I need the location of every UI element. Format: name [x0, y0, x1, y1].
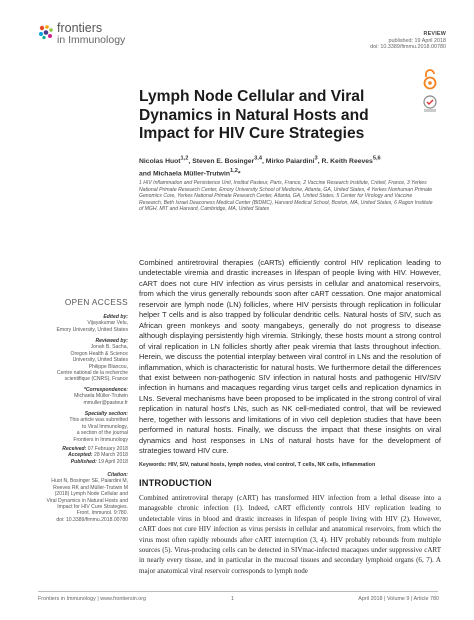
check-for-updates-icon[interactable]: [422, 95, 438, 113]
correspondence-block: [38, 387, 128, 406]
specialty-line: Frontiers in Immunology: [73, 436, 128, 443]
author: Nicolas Huot$^{1,2}$, Steven E. Bosinger$^{3,4}$, Mirko Paiardini$^3$, R. Keith Reeves$^{5,6}$: [139, 156, 381, 166]
published-label: Published:: [70, 458, 97, 465]
open-access-label: OPEN ACCESS: [64, 298, 128, 307]
journal-name: in Immunology: [57, 34, 126, 46]
published-date: published: 19 April 2018: [388, 37, 446, 44]
intro-paragraph: Combined antiretroviral therapy (cART) has transformed HIV infection from a lethal disease into a manageable chronic infection (1). Indeed, cART efficiently controls HIV replication leading to undetectable virus in blood and drastic increases in lifespan of people living with HIV (2). However, cART does not cure HIV infection as virus persists in cellular and anatomical reservoirs, from which the virus most often rapidly rebounds after cART interruption (3, 4). HIV probably rebounds from multiple sources (5). Virus-producing cells can be detected in SIVmac-infected macaques under suppressive cART in nearly every tissue, and in particular in the mucosal tissues and secondary lymphoid organs (6, 7). A major anatomical viral reservoir corresponds to lymph node: [139, 494, 441, 575]
specialty-block: [38, 411, 128, 443]
editor-name: Vijayakumar Velu,: [87, 320, 128, 327]
keywords: [139, 462, 441, 469]
frontiers-logo-icon: [38, 24, 54, 40]
citation-doi[interactable]: doi: 10.3389/fimmu.2018.00780: [56, 516, 128, 523]
reviewer-line: Jonah B. Sacha,: [90, 344, 128, 351]
edited-by-label: Edited by:: [103, 314, 128, 320]
citation-label: Citation:: [107, 472, 128, 478]
brand-name: frontiers: [57, 21, 103, 35]
edited-by-block: [38, 314, 128, 333]
author-list: [139, 155, 439, 179]
specialty-label: Specialty section:: [84, 411, 128, 417]
correspondent-name: Michaela Müller-Trutwin: [74, 393, 128, 400]
specialty-line: a section of the journal: [76, 430, 128, 437]
specialty-line: This article was submitted: [69, 417, 128, 424]
citation-block: [38, 472, 128, 523]
authors-line-2[interactable]: and Michaela Müller-Trutwin$^{1,2}$*: [139, 167, 241, 178]
editor-affiliation: Emory University, United States: [56, 326, 128, 333]
section-heading: INTRODUCTION: [139, 478, 212, 488]
reviewed-by-label: Reviewed by:: [95, 338, 128, 344]
received-date: 07 February 2018: [87, 446, 128, 452]
reviewer-line: Philippe Blancou,: [88, 363, 128, 370]
reviewer-line: Centre national de la recherche: [56, 370, 128, 377]
footer-journal-link[interactable]: Frontiers in Immunology | www.frontiersin.org: [38, 596, 147, 602]
authors-line-1[interactable]: [139, 155, 439, 167]
open-access-icon: [422, 68, 438, 90]
article-type: REVIEW: [423, 31, 446, 37]
page-number: 1: [231, 596, 234, 602]
affiliations: 1 HIV Inflammation and Persistence Unit, Institut Pasteur, Paris, France, 2 Vaccine Research Institute, Créteil, France, 3 Yerkes National Primate Research Center, Emory University School of Medicine, Atlanta, GA, United States, 4 Yerkes Nonhuman Primate Genomics Core, Yerkes National Primate Research Center, Atlanta, GA, United States, 5 Center for Virology and Vaccine Research, Beth Israel Deaconess Medical Center (BIDMC), Harvard Medical School, Boston, MA, United States, 6 Ragon Institute of MGH, MIT and Harvard, Cambridge, MA, United States: [139, 180, 433, 213]
correspondence-label: *Correspondence:: [83, 387, 128, 393]
article-meta: [370, 31, 446, 51]
dates-block: [38, 446, 128, 465]
published-date-sidebar: 19 April 2018: [98, 458, 128, 465]
correspondent-email[interactable]: mmuller@pasteur.fr: [83, 399, 128, 406]
citation-line: Reeves RK and Müller-Trutwin M: [53, 484, 128, 491]
keywords-list: HIV, SIV, natural hosts, lymph nodes, viral control, T cells, NK cells, inflammation: [168, 462, 376, 468]
citation-line: Huot N, Bosinger SE, Paiardini M,: [51, 478, 128, 485]
article-title: Lymph Node Cellular and Viral Dynamics in Natural Hosts and Impact for HIV Cure Strategies: [139, 88, 369, 142]
citation-line: Viral Dynamics in Natural Hosts and: [46, 497, 128, 504]
reviewer-line: Oregon Health & Science: [70, 350, 128, 357]
footer-issue-info: April 2018 | Volume 9 | Article 780: [358, 596, 439, 602]
reviewed-by-block: [38, 338, 128, 383]
abstract: Combined antiretroviral therapies (cARTs) efficiently control HIV replication leading to undetectable viremia and drastic increases in lifespan of people living with HIV. However, cART does not cure HIV infection as virus persists in cellular and anatomical reservoirs, from which the virus generally rebounds soon after cART cessation. One major anatomical reservoir are lymph node (LN) follicles, where HIV persists through replication in follicular helper T cells and is also trapped by follicular dendritic cells. Natural hosts of SIV, such as African green monkeys and sooty mangabeys, generally do not progress to disease although displaying persistently high viremia. Strikingly, these hosts mount a strong control of viral replication in LN follicles shortly after peak viremia that lasts throughout infection. Herein, we discuss the potential interplay between viral control in LNs and the resolution of inflammation, which is characteristic for natural hosts. We furthermore detail the differences that exist between non-pathogenic SIV infection in natural hosts and pathogenic HIV/SIV infection in humans and macaques regarding virus target cells and replication dynamics in LNs. Several mechanisms have been proposed to be implicated in the strong control of viral replication in natural host's LNs, such as NK cell-mediated control, that will be reviewed here, together with lessons and limitations of in vivo cell depletion studies that have been performed in natural hosts. Finally, we discuss the impact that these insights on viral dynamics and host responses in LNs of natural hosts have for the development of strategies toward HIV cure.: [139, 258, 441, 456]
specialty-line: to Viral Immunology,: [82, 423, 128, 430]
citation-line: Impact for HIV Cure Strategies.: [57, 504, 128, 511]
accepted-label: Accepted:: [67, 452, 93, 459]
received-label: Received:: [62, 446, 87, 452]
citation-line: Front. Immunol. 9:780.: [76, 510, 128, 517]
reviewer-line: scientifique (CNRS), France: [64, 376, 128, 383]
keywords-label: Keywords:: [139, 462, 167, 468]
accepted-date: 28 March 2018: [94, 452, 128, 459]
citation-line: (2018) Lymph Node Cellular and: [54, 491, 128, 498]
footer-divider: [38, 591, 438, 592]
doi-link[interactable]: doi: 10.3389/fimmu.2018.00780: [370, 44, 446, 51]
reviewer-line: University, United States: [72, 357, 128, 364]
journal-logo[interactable]: [38, 22, 138, 48]
